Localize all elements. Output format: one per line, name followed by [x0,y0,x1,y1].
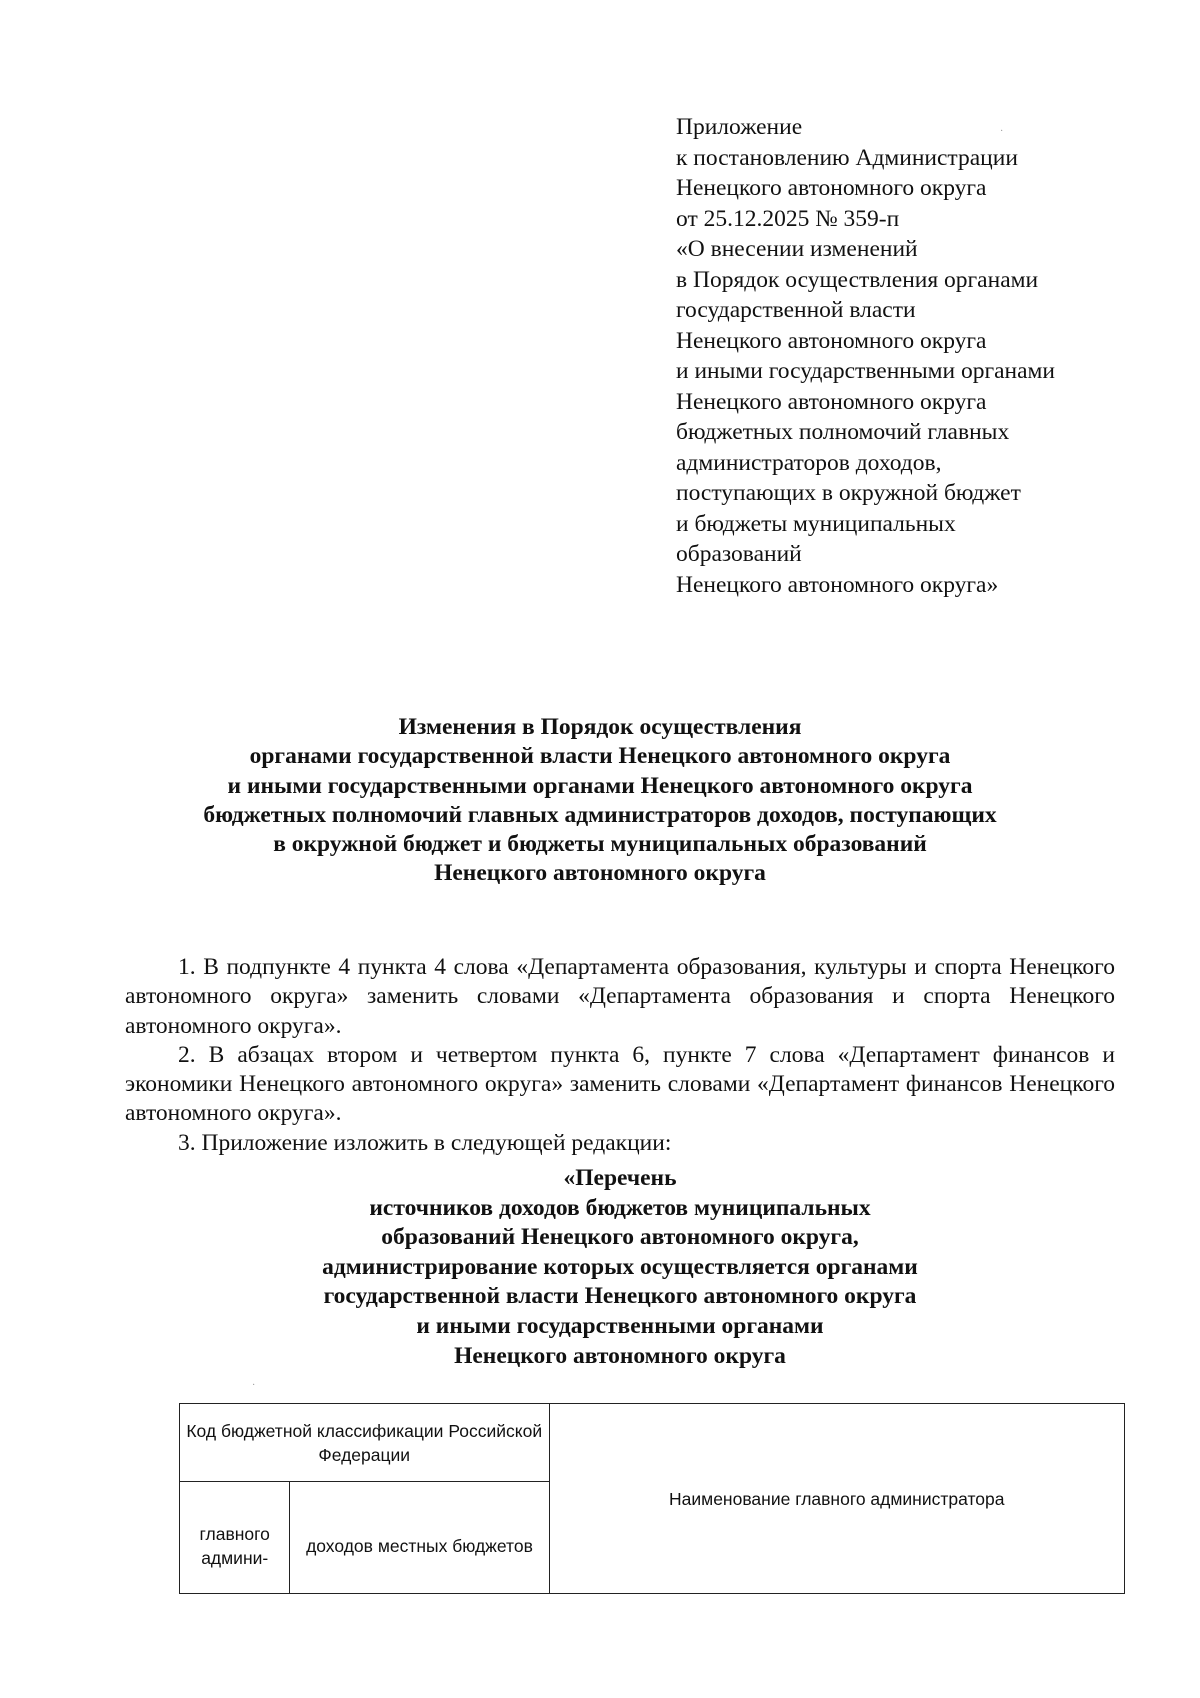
appendix-line: и иными государственными органами [676,358,1056,384]
appendix-line: Ненецкого автономного округа [676,175,987,201]
list-title-line: источников доходов бюджетов муниципальных [369,1194,871,1221]
appendix-line: образований [676,541,802,567]
paragraph-1: 1. В подпункте 4 пункта 4 слова «Департамента образования, культуры и спорта Ненецкого автономного округа» заменить словами «Департамента образования и спорта Ненецкого автономного округа». [125,954,1115,1039]
title-line: в окружной бюджет и бюджеты муниципальных образований [273,831,927,858]
list-title-line: образований Ненецкого автономного округа, [381,1224,859,1251]
title-line: органами государственной власти Ненецкого автономного округа [249,743,951,770]
appendix-line: Ненецкого автономного округа [676,388,987,415]
appendix-line: поступающих в окружной бюджет [676,480,1021,506]
appendix-line: и бюджеты муниципальных [676,510,956,537]
appendix-line: Ненецкого автономного округа [676,327,987,354]
scan-speck: · [252,1380,256,1391]
header-code: Код бюджетной классификации Российской Федерации [180,1404,550,1482]
appendix-line: бюджетных полномочий главных [676,419,1010,445]
title-line: Изменения в Порядок осуществления [398,714,802,740]
table-header-row [180,1404,1125,1482]
scan-speck: · [1000,126,1004,137]
list-title-line: администрирование которых осуществляется органами [322,1253,918,1280]
paragraph-3: 3. Приложение изложить в следующей редакции: [178,1129,672,1156]
list-title-line: и иными государственными органами [416,1312,824,1339]
list-title-line: «Перечень [563,1165,677,1191]
list-title-line: Ненецкого автономного округа [454,1342,786,1369]
appendix-header [676,112,1136,600]
appendix-line: Приложение [676,114,803,140]
document-title [130,713,1070,889]
appendix-line: к постановлению Администрации [676,144,1018,171]
header-name: Наименование главного администратора [549,1404,1125,1594]
document-body [125,953,1115,1158]
title-line: бюджетных полномочий главных администраторов доходов, поступающих [203,801,997,828]
header-income: доходов местных бюджетов [290,1482,549,1594]
list-title-line: государственной власти Ненецкого автономного округа [323,1283,917,1310]
appendix-line: от 25.12.2025 № 359-п [676,205,900,232]
title-line: и иными государственными органами Ненецкого автономного округа [227,772,973,799]
title-line: Ненецкого автономного округа [434,860,766,887]
income-sources-table [179,1403,1125,1594]
appendix-line: «О внесении изменений [676,236,918,262]
appendix-line: администраторов доходов, [676,449,942,476]
appendix-line: в Порядок осуществления органами [676,266,1039,293]
appendix-line: государственной власти [676,297,916,323]
header-admin: главного админи- [180,1482,290,1594]
paragraph-2: 2. В абзацах втором и четвертом пункта 6, пункте 7 слова «Департамент финансов и экономики Ненецкого автономного округа» заменить словами «Департамент финансов Ненецкого автономного округа». [125,1041,1115,1127]
list-title [150,1164,1090,1371]
appendix-line: Ненецкого автономного округа» [676,571,999,598]
